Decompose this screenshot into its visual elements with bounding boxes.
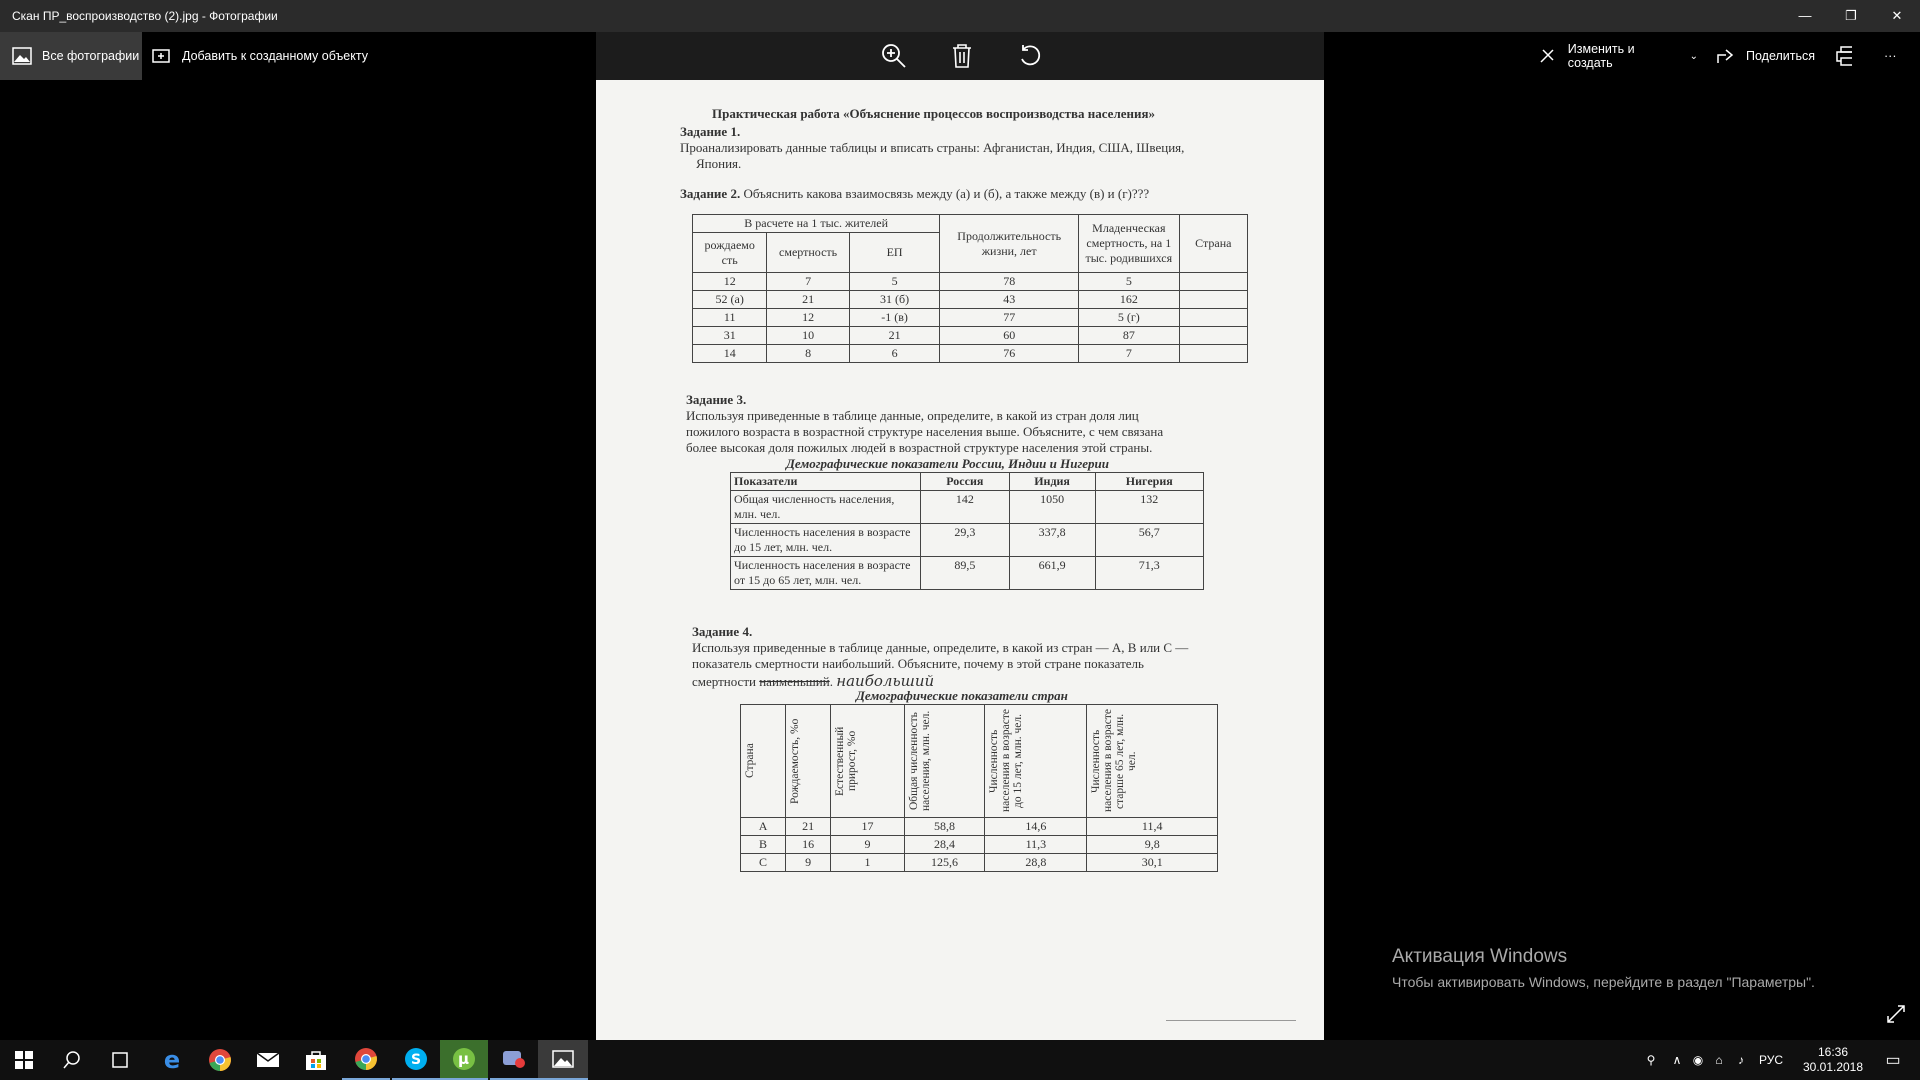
table1-row [693, 291, 1248, 309]
task3-line3: более высокая доля пожилых людей в возрастной структуре населения этой страны. [686, 440, 1153, 455]
table2-row [731, 557, 1204, 590]
table3-cell: 16 [786, 836, 831, 854]
scanned-document [596, 80, 1324, 1040]
table3-cell: 58,8 [904, 818, 985, 836]
table3-cell: 28,4 [904, 836, 985, 854]
table1-row [693, 327, 1248, 345]
table1-cell: 77 [940, 309, 1079, 327]
table3-header [985, 705, 1087, 818]
table1-cell: 7 [1079, 345, 1180, 363]
table2-cell: 29,3 [921, 524, 1010, 557]
table3-header [831, 705, 905, 818]
table1-cell: 7 [767, 273, 849, 291]
table3-header-text: Естественный прирост, %о [834, 726, 859, 796]
table1-cell: 87 [1079, 327, 1180, 345]
activation-subtext: Чтобы активировать Windows, перейдите в раздел "Параметры". [1392, 974, 1815, 990]
table3-header-text: Численность населения в возрасте до 15 лет, млн. чел. [988, 709, 1025, 813]
task1-line1: Проанализировать данные таблицы и вписать страны: Афганистан, Индия, США, Швеция, [680, 140, 1185, 155]
messenger-icon [502, 1048, 526, 1070]
demographics-table-1 [730, 472, 1204, 590]
title-bar [0, 0, 1920, 32]
table2-header: Нигерия [1095, 473, 1203, 491]
table1-cell: 8 [767, 345, 849, 363]
activation-watermark [1392, 946, 1815, 990]
window-title: Скан ПР_воспроизводство (2).jpg - Фотографии [12, 9, 278, 23]
table2-cell: 1050 [1009, 491, 1095, 524]
table1-cell: 78 [940, 273, 1079, 291]
table2-header: Индия [1009, 473, 1095, 491]
table1-header-infant: Младенческая смертность, на 1 тыс. родившихся [1079, 215, 1180, 273]
table1-cell: 5 [1079, 273, 1180, 291]
clock[interactable] [1790, 1045, 1876, 1075]
utorrent-icon [452, 1047, 476, 1071]
reproduction-table [692, 214, 1248, 363]
task4-line1: Используя приведенные в таблице данные, определите, в какой из стран — А, В или С — [692, 640, 1189, 655]
clock-time: 16:36 [1817, 1045, 1849, 1059]
zoom-in-icon[interactable] [880, 42, 908, 70]
table1-cell [1179, 309, 1247, 327]
messenger-button[interactable] [490, 1040, 538, 1080]
people-icon[interactable]: ⚲ [1646, 1053, 1656, 1067]
task3-line2: пожилого возраста в возрастной структуре населения выше. Объясните, с чем связана [686, 424, 1164, 439]
task4-line2: показатель смертности наибольший. Объясните, почему в этой стране показатель [692, 656, 1144, 671]
table3-cell: 9 [786, 854, 831, 872]
clock-date: 30.01.2018 [1802, 1060, 1864, 1074]
search-icon [63, 1051, 81, 1069]
table3-header-text: Страна [744, 743, 756, 779]
maximize-button[interactable]: ❐ [1845, 8, 1857, 23]
utorrent-button[interactable] [440, 1040, 488, 1080]
edit-create-label: Изменить и создать [1567, 42, 1635, 70]
table3-header-text: Рождаемость, %о [789, 718, 802, 804]
table1-header-birth: рождаемо сть [693, 233, 767, 273]
share-icon [1716, 47, 1736, 65]
table3-cell: 9 [831, 836, 905, 854]
table2-cell: 132 [1095, 491, 1203, 524]
edge-icon: e [163, 1046, 181, 1074]
table2-cell: 142 [921, 491, 1010, 524]
task-view-icon [110, 1052, 130, 1068]
table3-header [1087, 705, 1218, 818]
table3-header [786, 705, 831, 818]
table1-header-death: смертность [767, 233, 849, 273]
table1-cell [1179, 291, 1247, 309]
add-to-creation-label: Добавить к созданному объекту [182, 49, 368, 63]
table1-group-header: В расчете на 1 тыс. жителей [693, 215, 940, 233]
chrome-icon [354, 1047, 378, 1071]
table1-cell [1179, 327, 1247, 345]
taskbar [0, 1040, 1920, 1080]
table1-cell: 5 (г) [1079, 309, 1180, 327]
page-bottom-rule [1166, 1020, 1296, 1021]
mail-button[interactable] [244, 1040, 292, 1080]
search-button[interactable] [48, 1040, 96, 1080]
activation-heading: Активация Windows [1392, 946, 1568, 967]
table1-cell: 12 [693, 273, 767, 291]
table1-cell: 31 (б) [849, 291, 939, 309]
table2-cell: Общая численность населения, млн. чел. [731, 491, 921, 524]
table2-cell: Численность населения в возрасте от 15 до 65 лет, млн. чел. [731, 557, 921, 590]
table1-cell [1179, 273, 1247, 291]
mail-icon [256, 1052, 280, 1068]
more-icon: ··· [1884, 49, 1897, 63]
table3-cell: 28,8 [985, 854, 1087, 872]
skype-button[interactable] [392, 1040, 440, 1080]
close-button[interactable]: ✕ [1891, 8, 1903, 23]
table3-cell: С [741, 854, 786, 872]
table2-cell: 337,8 [1009, 524, 1095, 557]
all-photos-button[interactable] [0, 32, 142, 80]
task2-text: Объяснить какова взаимосвязь между (а) и (б), а также между (в) и (г)??? [743, 186, 1150, 201]
table1-cell: 31 [693, 327, 767, 345]
table2-cell: 56,7 [1095, 524, 1203, 557]
store-icon [305, 1049, 327, 1071]
table1-cell: 21 [767, 291, 849, 309]
table3-cell: 21 [786, 818, 831, 836]
minimize-button[interactable]: — [1798, 8, 1812, 23]
table1-cell: 43 [940, 291, 1079, 309]
table2-cell: 89,5 [921, 557, 1010, 590]
table3-cell: 14,6 [985, 818, 1087, 836]
task4-struck-word: наименьший [759, 674, 830, 689]
photos-app-button[interactable] [538, 1040, 588, 1080]
svg-text:S: S [411, 1052, 422, 1068]
language-indicator[interactable]: РУС [1758, 1053, 1784, 1067]
table1-cell: 5 [849, 273, 939, 291]
task4-handwritten-word: наибольший [836, 672, 935, 690]
task3-heading: Задание 3. [686, 392, 747, 407]
task4-heading: Задание 4. [692, 624, 753, 639]
table1-cell: 162 [1079, 291, 1180, 309]
table3-cell: 9,8 [1087, 836, 1218, 854]
table1-cell: 14 [693, 345, 767, 363]
table1-cell: 6 [849, 345, 939, 363]
share-label: Поделиться [1746, 49, 1816, 63]
task3-line1: Используя приведенные в таблице данные, определите, в какой из стран доля лиц [686, 408, 1139, 423]
print-button[interactable] [1836, 32, 1862, 80]
table3-caption: Демографические показатели стран [856, 688, 1068, 703]
table1-cell: 76 [940, 345, 1079, 363]
share-button[interactable] [1716, 32, 1826, 80]
table1-cell: 60 [940, 327, 1079, 345]
edit-create-button[interactable] [1538, 32, 1698, 80]
table3-cell: 30,1 [1087, 854, 1218, 872]
rotate-icon[interactable] [1016, 42, 1044, 70]
table2-caption: Демографические показатели России, Индии и Нигерии [786, 456, 1110, 471]
task1-line2: Япония. [696, 156, 742, 171]
table1-header-ep: ЕП [849, 233, 939, 273]
table3-cell: А [741, 818, 786, 836]
table3-header-text: Численность населения в возрасте старше 65 лет, млн. чел. [1090, 709, 1139, 813]
table2-row [731, 491, 1204, 524]
image-tools [596, 32, 1324, 80]
chrome-icon [208, 1048, 232, 1072]
task4-line3-start: смертности [692, 674, 756, 689]
table2-cell: Численность населения в возрасте до 15 лет, млн. чел. [731, 524, 921, 557]
table3-header [904, 705, 985, 818]
edge-button[interactable] [148, 1040, 196, 1080]
network-status-icon[interactable]: ◉ [1692, 1053, 1704, 1067]
volume-icon[interactable]: ♪ [1738, 1053, 1744, 1067]
svg-text:µ: µ [458, 1050, 470, 1068]
table1-cell: -1 (в) [849, 309, 939, 327]
document-title: Практическая работа «Объяснение процессов воспроизводства населения» [712, 106, 1156, 121]
all-photos-label: Все фотографии [42, 49, 140, 63]
notifications-icon[interactable]: ▭ [1885, 1052, 1901, 1069]
photo-icon [12, 47, 32, 65]
table2-row [731, 524, 1204, 557]
table3-cell: В [741, 836, 786, 854]
table3-row [741, 836, 1218, 854]
system-tray [1636, 1040, 1910, 1080]
table2-cell: 661,9 [1009, 557, 1095, 590]
table3-row [741, 818, 1218, 836]
table1-row [693, 273, 1248, 291]
chrome-button[interactable] [196, 1040, 244, 1080]
table1-cell: 10 [767, 327, 849, 345]
task1-heading: Задание 1. [680, 124, 741, 139]
edit-icon [1538, 47, 1558, 65]
task2-line [680, 186, 1149, 202]
table3-cell: 125,6 [904, 854, 985, 872]
print-icon [1836, 46, 1852, 66]
chevron-down-icon: ⌄ [1689, 50, 1698, 62]
table1-cell [1179, 345, 1247, 363]
chrome-running-button[interactable] [342, 1040, 390, 1080]
table3-header-text: Общая численность населения, млн. чел. [907, 710, 932, 812]
chevron-up-icon[interactable]: ∧ [1672, 1053, 1682, 1067]
task2-heading: Задание 2. [680, 186, 741, 201]
wifi-icon[interactable]: ⌂ [1715, 1053, 1723, 1067]
skype-icon [404, 1047, 428, 1071]
add-to-creation-button[interactable] [152, 32, 382, 80]
table3-cell: 11,3 [985, 836, 1087, 854]
table1-cell: 21 [849, 327, 939, 345]
table3-cell: 1 [831, 854, 905, 872]
table2-cell: 71,3 [1095, 557, 1203, 590]
table3-cell: 17 [831, 818, 905, 836]
start-button[interactable] [0, 1040, 48, 1080]
photos-icon [552, 1050, 574, 1068]
table3-header [741, 705, 786, 818]
add-to-album-icon [152, 47, 172, 65]
demographics-table-2 [740, 704, 1218, 872]
task-view-button[interactable] [96, 1040, 144, 1080]
table1-cell: 11 [693, 309, 767, 327]
table1-row [693, 309, 1248, 327]
more-button[interactable] [1884, 32, 1908, 80]
table1-header-life: Продолжительность жизни, лет [940, 215, 1079, 273]
table3-row [741, 854, 1218, 872]
delete-icon[interactable] [948, 42, 976, 70]
windows-logo-icon [15, 1051, 33, 1069]
task4-line3: смертности наименьший. наибольший [692, 672, 935, 690]
table2-header: Показатели [731, 473, 921, 491]
fullscreen-icon[interactable] [1886, 1004, 1906, 1024]
table3-cell: 11,4 [1087, 818, 1218, 836]
table1-header-country: Страна [1179, 215, 1247, 273]
table1-row [693, 345, 1248, 363]
store-button[interactable] [292, 1040, 340, 1080]
table1-cell: 52 (а) [693, 291, 767, 309]
table2-header: Россия [921, 473, 1010, 491]
table1-cell: 12 [767, 309, 849, 327]
